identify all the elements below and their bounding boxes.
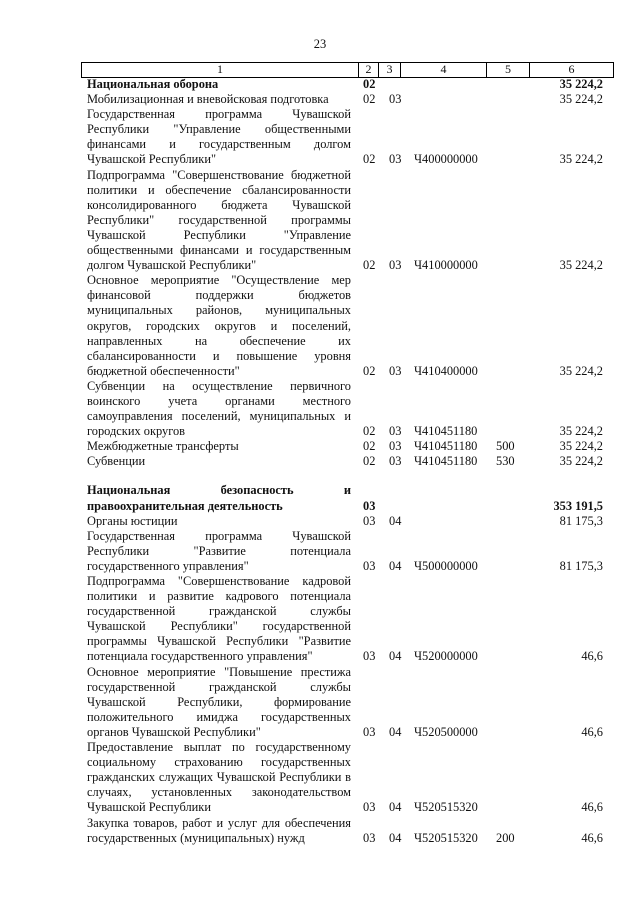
target-article-code: Ч410451180 — [414, 424, 478, 439]
row-description: Субвенции на осуществление первичного воинского учета органами местного самоуправления поселений, муниципальных и городских округов — [87, 378, 351, 439]
target-article-code: Ч410451180 — [414, 439, 478, 454]
amount: 35 224,2 — [559, 258, 603, 273]
amount: 35 224,2 — [559, 439, 603, 454]
column-header-6: 6 — [529, 63, 614, 77]
table-row — [0, 574, 640, 665]
page-number: 23 — [313, 37, 327, 51]
row-description: Субвенции — [87, 454, 146, 469]
table-row — [0, 77, 640, 92]
row-description: Основное мероприятие "Повышение престижа государственной гражданской службы Чувашской Республики, формирование положительного имиджа государственных органов Чувашской Республики" — [87, 664, 351, 739]
section-code: 02 — [363, 454, 376, 469]
section-code: 03 — [363, 800, 376, 815]
row-description: Межбюджетные трансферты — [87, 439, 239, 454]
target-article-code: Ч520000000 — [414, 649, 478, 664]
section-code: 03 — [363, 724, 376, 739]
subsection-code: 04 — [389, 724, 402, 739]
section-code: 03 — [363, 498, 376, 513]
subsection-code: 04 — [389, 800, 402, 815]
amount: 81 175,3 — [559, 558, 603, 573]
row-description: Закупка товаров, работ и услуг для обеспечения государственных (муниципальных) нужд — [87, 815, 351, 845]
target-article-code: Ч410451180 — [414, 454, 478, 469]
row-description: Государственная программа Чувашской Республики "Управление общественными финансами и государственным долгом Чувашской Республики" — [87, 107, 351, 167]
row-description: Национальная безопасность и правоохранительная деятельность — [87, 483, 351, 513]
table-row — [0, 439, 640, 454]
target-article-code: Ч500000000 — [414, 558, 478, 573]
target-article-code: Ч520515320 — [414, 800, 478, 815]
column-header-5: 5 — [486, 63, 529, 77]
column-header-4: 4 — [400, 63, 486, 77]
target-article-code: Ч410400000 — [414, 363, 478, 378]
amount: 46,6 — [581, 830, 603, 845]
table-row — [0, 816, 640, 846]
subsection-code: 03 — [389, 152, 402, 167]
section-code: 02 — [363, 152, 376, 167]
amount: 81 175,3 — [559, 513, 603, 528]
table-row — [0, 273, 640, 379]
column-header-3: 3 — [378, 63, 400, 77]
target-article-code: Ч520500000 — [414, 724, 478, 739]
subsection-code: 03 — [389, 92, 402, 107]
expense-type-code: 200 — [496, 830, 515, 845]
target-article-code: Ч520515320 — [414, 830, 478, 845]
row-description: Национальная оборона — [87, 77, 219, 91]
section-code: 02 — [363, 363, 376, 378]
row-description: Государственная программа Чувашской Республики "Развитие потенциала государственного управления" — [87, 528, 351, 573]
section-code: 02 — [363, 439, 376, 454]
table-row — [0, 379, 640, 439]
amount: 353 191,5 — [553, 498, 603, 513]
table-row — [0, 168, 640, 274]
section-code: 02 — [363, 77, 376, 91]
expense-type-code: 500 — [496, 439, 515, 454]
section-code: 03 — [363, 513, 376, 528]
section-code: 02 — [363, 258, 376, 273]
row-description: Органы юстиции — [87, 513, 178, 528]
subsection-code: 03 — [389, 363, 402, 378]
row-description: Предоставление выплат по государственному социальному страхованию государственных гражданских служащих Чувашской Республики в случаях, установленных законодательством Чувашской Республики — [87, 740, 351, 815]
row-description: Подпрограмма "Совершенствование бюджетной политики и обеспечение сбалансированности консолидированного бюджета Чувашской Республики" государственной программы Чувашской Республики "Управление общественными финансами и государственным долгом Чувашской Республики" — [87, 167, 351, 273]
target-article-code: Ч410000000 — [414, 258, 478, 273]
section-code: 03 — [363, 558, 376, 573]
amount: 46,6 — [581, 649, 603, 664]
budget-table-body — [0, 77, 640, 846]
column-header-2: 2 — [358, 63, 378, 77]
subsection-code: 03 — [389, 258, 402, 273]
subsection-code: 03 — [389, 424, 402, 439]
amount: 35 224,2 — [559, 363, 603, 378]
table-row — [0, 483, 640, 513]
amount: 35 224,2 — [559, 92, 603, 107]
amount: 35 224,2 — [559, 152, 603, 167]
table-row — [0, 107, 640, 167]
section-code: 02 — [363, 92, 376, 107]
table-row — [0, 514, 640, 529]
subsection-code: 04 — [389, 649, 402, 664]
section-code: 02 — [363, 424, 376, 439]
expense-type-code: 530 — [496, 454, 515, 469]
subsection-code: 03 — [389, 439, 402, 454]
section-code: 03 — [363, 649, 376, 664]
row-description: Мобилизационная и вневойсковая подготовка — [87, 92, 329, 107]
table-row — [0, 529, 640, 574]
table-row — [0, 665, 640, 740]
row-description: Основное мероприятие "Осуществление мер финансовой поддержки бюджетов муниципальных районов, муниципальных округов, городских округов и поселений, направленных на обеспечение их сбалансированности и повышение уровня бюджетной обеспеченности" — [87, 273, 351, 378]
amount: 46,6 — [581, 724, 603, 739]
subsection-code: 03 — [389, 454, 402, 469]
row-description: Подпрограмма "Совершенствование кадровой политики и развитие кадрового потенциала государственной гражданской службы Чувашской Республики" государственной программы Чувашской Республики "Развитие потенциала государственного управления" — [87, 574, 351, 664]
section-code: 03 — [363, 830, 376, 845]
target-article-code: Ч400000000 — [414, 152, 478, 167]
amount: 46,6 — [581, 800, 603, 815]
column-header-1: 1 — [81, 63, 358, 77]
table-row — [0, 454, 640, 469]
table-row — [0, 740, 640, 815]
subsection-code: 04 — [389, 830, 402, 845]
table-header — [81, 62, 614, 78]
subsection-code: 04 — [389, 513, 402, 528]
subsection-code: 04 — [389, 558, 402, 573]
table-row — [0, 92, 640, 107]
amount: 35 224,2 — [559, 424, 603, 439]
amount: 35 224,2 — [559, 454, 603, 469]
amount: 35 224,2 — [559, 77, 603, 91]
